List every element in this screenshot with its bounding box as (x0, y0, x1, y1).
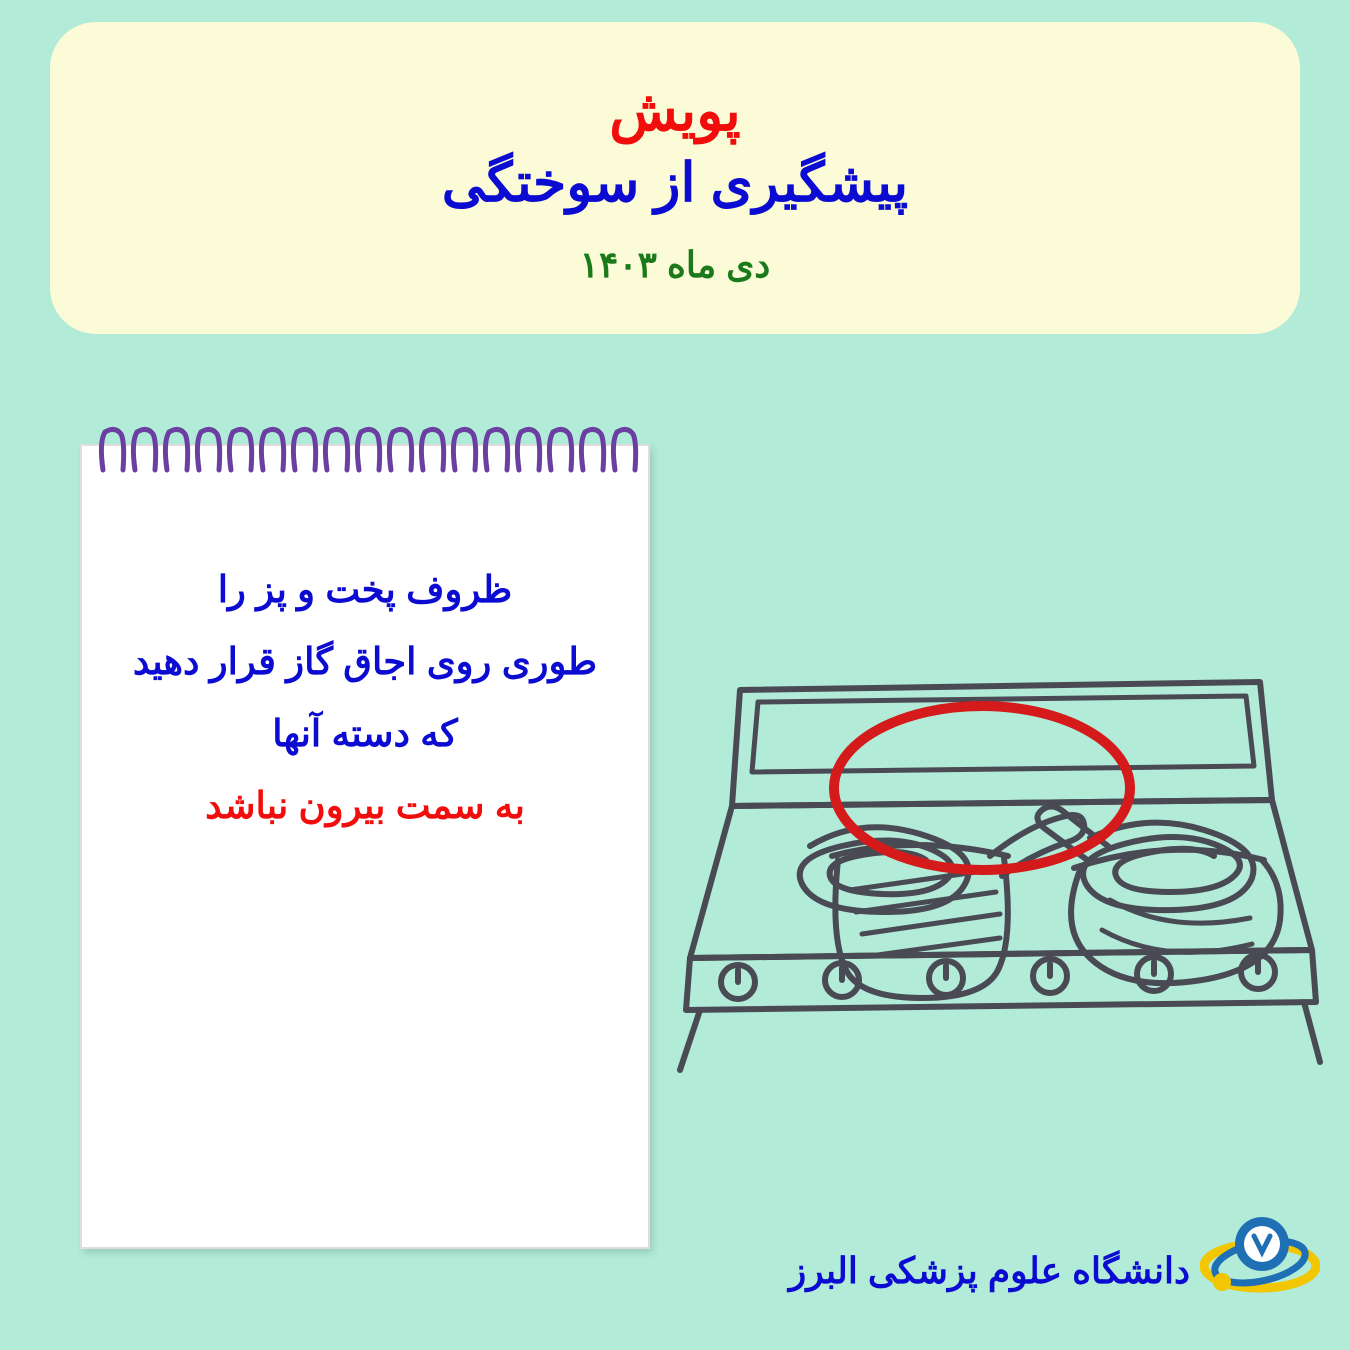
safety-message-line-highlighted: به سمت بیرون نباشد (205, 785, 525, 827)
notepad (75, 424, 655, 1250)
campaign-title: پویش (609, 79, 741, 142)
red-highlight-ellipse (834, 706, 1130, 870)
alborz-university-logo (1200, 1200, 1320, 1310)
safety-message-line: ظروف پخت و پز را (217, 569, 513, 610)
gas-stove-illustration (660, 570, 1340, 1090)
header-banner (50, 22, 1300, 334)
organization-name: دانشگاه علوم پزشکی البرز (788, 1250, 1190, 1291)
safety-message (75, 554, 655, 843)
campaign-date: دی ماه ۱۴۰۳ (579, 244, 771, 286)
safety-message-line: طوری روی اجاق گاز قرار دهید (132, 641, 598, 683)
safety-message-line: که دسته آنها (272, 713, 458, 755)
campaign-subtitle: پیشگیری از سوختگی (441, 153, 909, 214)
